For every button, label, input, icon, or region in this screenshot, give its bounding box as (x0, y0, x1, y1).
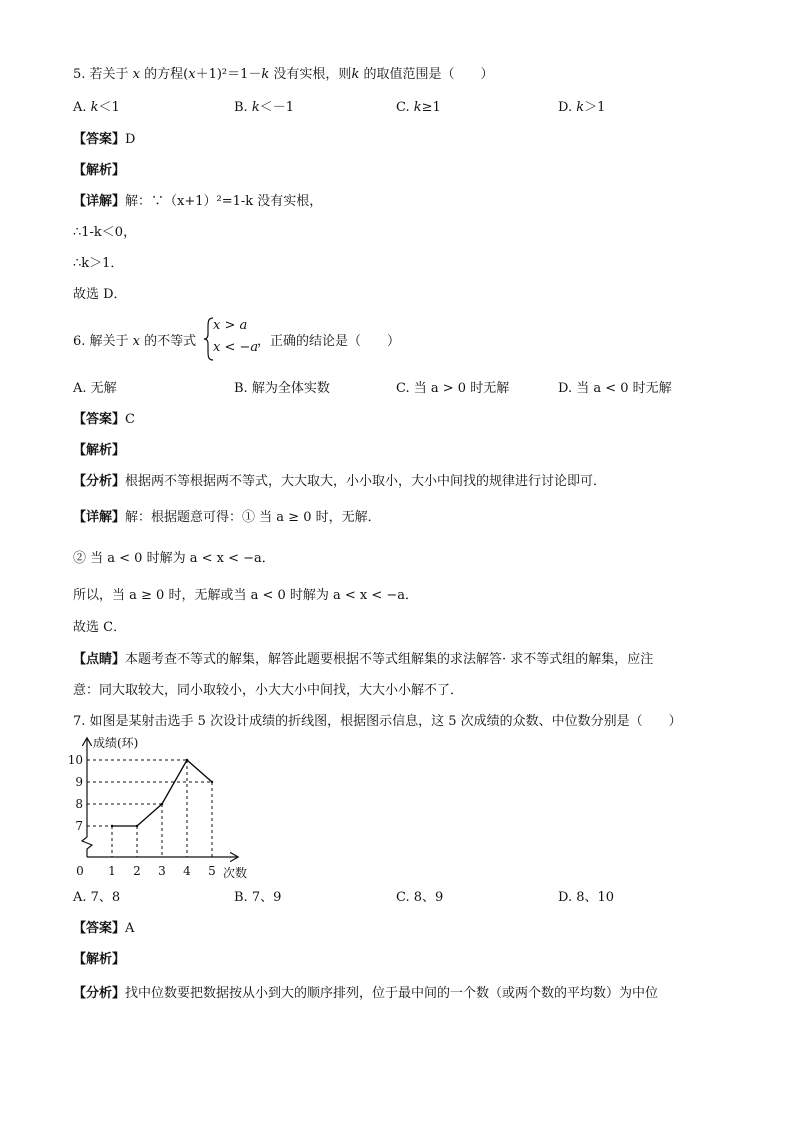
q6-dianjing-line-2: 意：同大取较大，同小取较小，小大大小中间找，大大小小解不了． (73, 683, 464, 698)
data-point-5 (211, 781, 213, 783)
q5-option-c: C. k≥1 (396, 100, 441, 115)
data-point-3 (161, 803, 163, 805)
data-point-1 (111, 825, 113, 827)
q5-option-a: A. k＜1 (73, 100, 120, 115)
q6-stem-suffix: ，正确的结论是（ ） (257, 334, 401, 349)
q7-answer: 【答案】A (73, 921, 135, 936)
q7-option-a: A. 7、8 (73, 890, 121, 905)
q5-step-2: ∴k＞1． (73, 256, 124, 271)
q6-step-1: ② 当 a < 0 时解为 a < x < −a． (73, 551, 275, 566)
q6-detail: 【详解】解：根据题意可得：① 当 a ≥ 0 时，无解． (73, 510, 381, 525)
q7-fenxi: 【分析】找中位数要把数据按从小到大的顺序排列，位于最中间的一个数（或两个数的平均数）为中位 (73, 986, 659, 1001)
q5-conclusion: 故选 D． (73, 287, 127, 302)
y-axis-label: 成绩(环) (93, 736, 139, 750)
score-line-chart (65, 733, 265, 881)
q5-answer: 【答案】D (73, 132, 136, 147)
system-row-2: x < −a (213, 340, 259, 355)
data-point-4 (186, 759, 188, 761)
q5-option-b: B. k＜－1 (234, 100, 294, 115)
q7-stem: 7. 如图是某射击选手 5 次设计成绩的折线图，根据图示信息，这 5 次成绩的众数、中位数分别是（ ） (73, 714, 682, 729)
q6-conclusion: 故选 C． (73, 620, 127, 635)
y-tick-label: 9 (75, 775, 83, 789)
x-tick-label: 2 (133, 864, 141, 878)
q7-analysis-heading: 【解析】 (73, 952, 126, 967)
q6-fenxi: 【分析】根据两不等根据两不等式，大大取大，小小取小，大小中间找的规律进行讨论即可． (73, 474, 607, 489)
data-point-2 (136, 825, 138, 827)
q6-step-2: 所以，当 a ≥ 0 时，无解或当 a < 0 时解为 a < x < −a． (73, 588, 419, 603)
x-tick-label: 1 (108, 864, 116, 878)
y-axis-with-break (82, 739, 92, 857)
y-tick-label: 7 (75, 819, 83, 833)
q7-option-d: D. 8、10 (558, 890, 615, 905)
q6-dianjing-line-1: 【点睛】本题考查不等式的解集，解答此题要根据不等式组解集的求法解答· 求不等式组的解集，应注 (73, 652, 654, 667)
x-tick-label: 4 (183, 864, 191, 878)
y-tick-label: 10 (67, 753, 83, 767)
x-tick-label: 0 (76, 864, 84, 878)
q6-answer: 【答案】C (73, 412, 135, 427)
system-row-1: x > a (213, 318, 248, 333)
q6-option-a: A. 无解 (73, 381, 117, 396)
q6-option-c: C. 当 a > 0 时无解 (396, 381, 510, 396)
q7-option-c: C. 8、9 (396, 890, 444, 905)
q7-option-b: B. 7、9 (234, 890, 282, 905)
q6-stem-prefix: 6. 解关于 x 的不等式 (73, 334, 197, 349)
q6-option-b: B. 解为全体实数 (234, 381, 330, 396)
x-tick-label: 3 (158, 864, 166, 878)
x-axis-label: 次数 (223, 866, 248, 880)
dashed-guide-lines (87, 760, 212, 857)
inequality-system (203, 316, 263, 362)
q6-option-d: D. 当 a < 0 时无解 (558, 381, 672, 396)
q5-detail: 【详解】解：∵（x+1）²=1-k 没有实根， (73, 194, 323, 209)
chart-axes (82, 739, 237, 857)
q5-stem: 5. 若关于 x 的方程(x＋1)²＝1－k 没有实根，则k 的取值范围是（ ） (73, 67, 494, 82)
y-tick-label: 8 (75, 797, 83, 811)
q5-step-1: ∴1-k＜0， (73, 225, 137, 240)
q5-analysis-heading: 【解析】 (73, 163, 126, 178)
x-tick-label: 5 (208, 864, 216, 878)
q5-option-d: D. k＞1 (558, 100, 606, 115)
q6-analysis-heading: 【解析】 (73, 443, 126, 458)
